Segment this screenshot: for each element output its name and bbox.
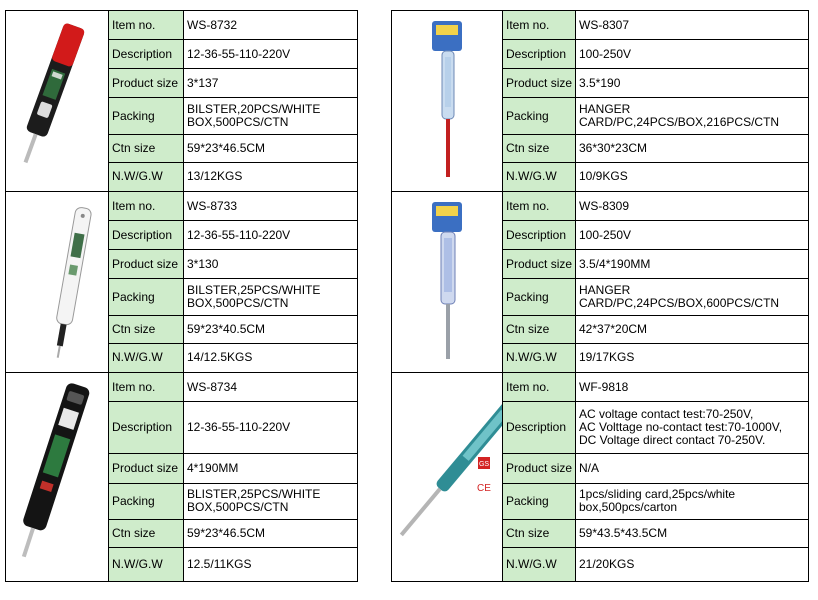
black-digital-tester-icon — [6, 373, 109, 581]
description-value: 12-36-55-110-220V — [184, 221, 358, 250]
product-image-cell — [6, 11, 109, 192]
product-size-label: Product size — [109, 250, 184, 279]
description-label: Description — [109, 40, 184, 69]
packing-label: Packing — [109, 279, 184, 315]
description-value: AC voltage contact test:70-250V, AC Volttage no-contact test:70-1000V, DC Voltage direct contact 70-250V. — [576, 402, 809, 454]
item-no-label: Item no. — [109, 192, 184, 221]
nw-gw-value: 19/17KGS — [576, 343, 809, 372]
description-value: 12-36-55-110-220V — [184, 40, 358, 69]
item-no-label: Item no. — [503, 192, 576, 221]
ctn-size-label: Ctn size — [109, 519, 184, 547]
packing-value: BLISTER,25PCS/WHITE BOX,500PCS/CTN — [184, 483, 358, 519]
product-size-label: Product size — [109, 454, 184, 483]
item-no-value: WS-8307 — [576, 11, 809, 40]
table-row — [6, 11, 358, 40]
packing-label: Packing — [109, 98, 184, 134]
item-no-value: WS-8309 — [576, 192, 809, 221]
product-size-label: Product size — [503, 69, 576, 98]
nw-gw-label: N.W/G.W — [503, 162, 576, 191]
nw-gw-value: 21/20KGS — [576, 547, 809, 581]
product-image-cell — [392, 373, 503, 582]
product-size-label: Product size — [503, 250, 576, 279]
product-size-label: Product size — [109, 69, 184, 98]
ctn-size-value: 59*23*46.5CM — [184, 134, 358, 162]
table-row — [6, 192, 358, 221]
table-row — [392, 373, 809, 402]
description-label: Description — [503, 40, 576, 69]
packing-label: Packing — [503, 98, 576, 134]
nw-gw-value: 14/12.5KGS — [184, 343, 358, 372]
gs-mark: GS — [478, 461, 490, 468]
blue-screwdriver-tester-icon — [392, 192, 503, 372]
left-spec-table — [5, 10, 358, 582]
item-no-value: WF-9818 — [576, 373, 809, 402]
item-no-label: Item no. — [503, 373, 576, 402]
product-size-value: 3*137 — [184, 69, 358, 98]
table-row — [392, 11, 809, 40]
table-row — [392, 192, 809, 221]
nw-gw-value: 12.5/11KGS — [184, 547, 358, 581]
description-label: Description — [109, 221, 184, 250]
ctn-size-value: 36*30*23CM — [576, 134, 809, 162]
description-label: Description — [109, 402, 184, 454]
description-value: 12-36-55-110-220V — [184, 402, 358, 454]
black-red-pen-tester-icon — [6, 11, 109, 191]
item-no-label: Item no. — [503, 11, 576, 40]
ctn-size-value: 59*43.5*43.5CM — [576, 519, 809, 547]
ctn-size-value: 59*23*46.5CM — [184, 519, 358, 547]
description-label: Description — [503, 402, 576, 454]
ctn-size-label: Ctn size — [503, 519, 576, 547]
ctn-size-value: 59*23*40.5CM — [184, 315, 358, 343]
product-size-value: 3.5/4*190MM — [576, 250, 809, 279]
nw-gw-value: 10/9KGS — [576, 162, 809, 191]
packing-label: Packing — [109, 483, 184, 519]
left-spec-sheet — [5, 10, 358, 582]
table-row — [6, 373, 358, 402]
packing-value: HANGER CARD/PC,24PCS/BOX,600PCS/CTN — [576, 279, 809, 315]
packing-value: 1pcs/sliding card,25pcs/white box,500pcs/carton — [576, 483, 809, 519]
nw-gw-value: 13/12KGS — [184, 162, 358, 191]
description-value: 100-250V — [576, 40, 809, 69]
product-size-label: Product size — [503, 454, 576, 483]
item-no-label: Item no. — [109, 11, 184, 40]
item-no-value: WS-8733 — [184, 192, 358, 221]
ce-mark-icon — [477, 483, 491, 494]
product-size-value: 4*190MM — [184, 454, 358, 483]
packing-value: HANGER CARD/PC,24PCS/BOX,216PCS/CTN — [576, 98, 809, 134]
ctn-size-label: Ctn size — [109, 134, 184, 162]
product-image-cell — [6, 192, 109, 373]
nw-gw-label: N.W/G.W — [109, 162, 184, 191]
gs-mark-icon — [478, 457, 490, 469]
ctn-size-value: 42*37*20CM — [576, 315, 809, 343]
packing-value: BILSTER,20PCS/WHITE BOX,500PCS/CTN — [184, 98, 358, 134]
product-image-cell — [392, 11, 503, 192]
ctn-size-label: Ctn size — [109, 315, 184, 343]
ce-mark: CE — [477, 483, 491, 494]
description-value: 100-250V — [576, 221, 809, 250]
nw-gw-label: N.W/G.W — [109, 343, 184, 372]
right-spec-sheet — [391, 10, 809, 582]
white-digital-tester-icon — [6, 192, 109, 372]
item-no-value: WS-8734 — [184, 373, 358, 402]
product-size-value: N/A — [576, 454, 809, 483]
packing-value: BILSTER,25PCS/WHITE BOX,500PCS/CTN — [184, 279, 358, 315]
ctn-size-label: Ctn size — [503, 315, 576, 343]
right-spec-table — [391, 10, 809, 582]
item-no-label: Item no. — [109, 373, 184, 402]
item-no-value: WS-8732 — [184, 11, 358, 40]
packing-label: Packing — [503, 483, 576, 519]
ctn-size-label: Ctn size — [503, 134, 576, 162]
packing-label: Packing — [503, 279, 576, 315]
teal-screwdriver-tester-icon — [392, 373, 503, 581]
product-size-value: 3.5*190 — [576, 69, 809, 98]
nw-gw-label: N.W/G.W — [109, 547, 184, 581]
description-label: Description — [503, 221, 576, 250]
product-image-cell — [392, 192, 503, 373]
nw-gw-label: N.W/G.W — [503, 343, 576, 372]
product-image-cell — [6, 373, 109, 582]
product-size-value: 3*130 — [184, 250, 358, 279]
red-screwdriver-tester-icon — [392, 11, 503, 191]
nw-gw-label: N.W/G.W — [503, 547, 576, 581]
